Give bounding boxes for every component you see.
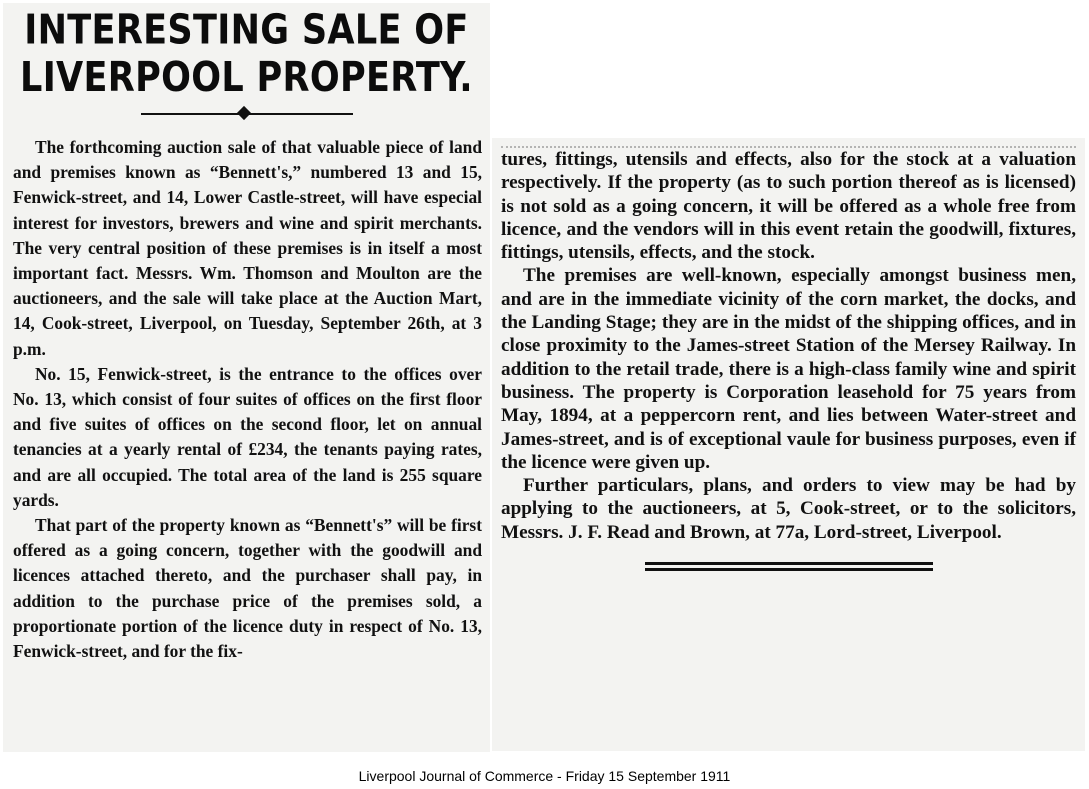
newspaper-clipping-right xyxy=(492,138,1085,751)
headline-line-2: LIVERPOOL PROPERTY. xyxy=(20,54,473,102)
headline-line-1: INTERESTING SALE OF xyxy=(24,6,469,55)
article-column-left xyxy=(3,135,490,664)
newspaper-clipping-left xyxy=(3,3,490,752)
ornament-divider xyxy=(141,107,353,121)
cut-off-line-fragment xyxy=(501,138,1076,148)
source-caption: Liverpool Journal of Commerce - Friday 15 September 1911 xyxy=(358,768,731,784)
article-column-right xyxy=(492,148,1085,544)
end-rule xyxy=(645,562,933,571)
diamond-icon xyxy=(236,106,250,120)
paragraph: tures, fittings, utensils and effects, also for the stock at a valuation respectively. If the property (as to such portion thereof as is licensed) is not sold as a going concern, it will be offered as a whole free from licence, and the vendors will in this event retain the goodwill, fixtures, fittings, utensils, effects, and the stock. xyxy=(501,149,1076,264)
paragraph: The forthcoming auction sale of that valuable piece of land and premises known as “Bennett's,” numbered 13 and 15, Fenwick-street, and 14, Lower Castle-street, will have especial interest for investors, brewers and wine and spirit merchants. The very central position of these premises is in itself a most important fact. Messrs. Wm. Thomson and Moulton are the auctioneers, and the sale will take place at the Auction Mart, 14, Cook-street, Liverpool, on Tuesday, September 26th, at 3 p.m. xyxy=(13,137,482,359)
paragraph: No. 15, Fenwick-street, is the entrance to the offices over No. 13, which consist of four suites of offices on the first floor and five suites of offices on the second floor, let on annual tenancies at a yearly rental of £234, the tenants paying rates, and are all occupied. The total area of the land is 255 square yards. xyxy=(13,363,482,510)
paragraph: That part of the property known as “Bennett's” will be first offered as a going concern, together with the goodwill and licences attached thereto, and the purchaser shall pay, in addition to the purchase price of the premises sold, a proportionate portion of the licence duty in respect of No. 13, Fenwick-street, and for the fix- xyxy=(13,515,482,662)
paragraph: The premises are well-known, especially amongst business men, and are in the immediate vicinity of the corn market, the docks, and the Landing Stage; they are in the midst of the shipping offices, and in close proximity to the James-street Station of the Mersey Railway. In addition to the retail trade, there is a high-class family wine and spirit business. The property is Corporation leasehold for 75 years from May, 1894, at a peppercorn rent, and lies between Water-street and James-street, and is of exceptional vaule for business purposes, even if the licence were given up. xyxy=(501,265,1076,473)
paragraph: Further particulars, plans, and orders to view may be had by applying to the auctioneers, at 5, Cook-street, or to the solicitors, Messrs. J. F. Read and Brown, at 77a, Lord-street, Liverpool. xyxy=(501,475,1076,543)
headline xyxy=(3,3,490,101)
